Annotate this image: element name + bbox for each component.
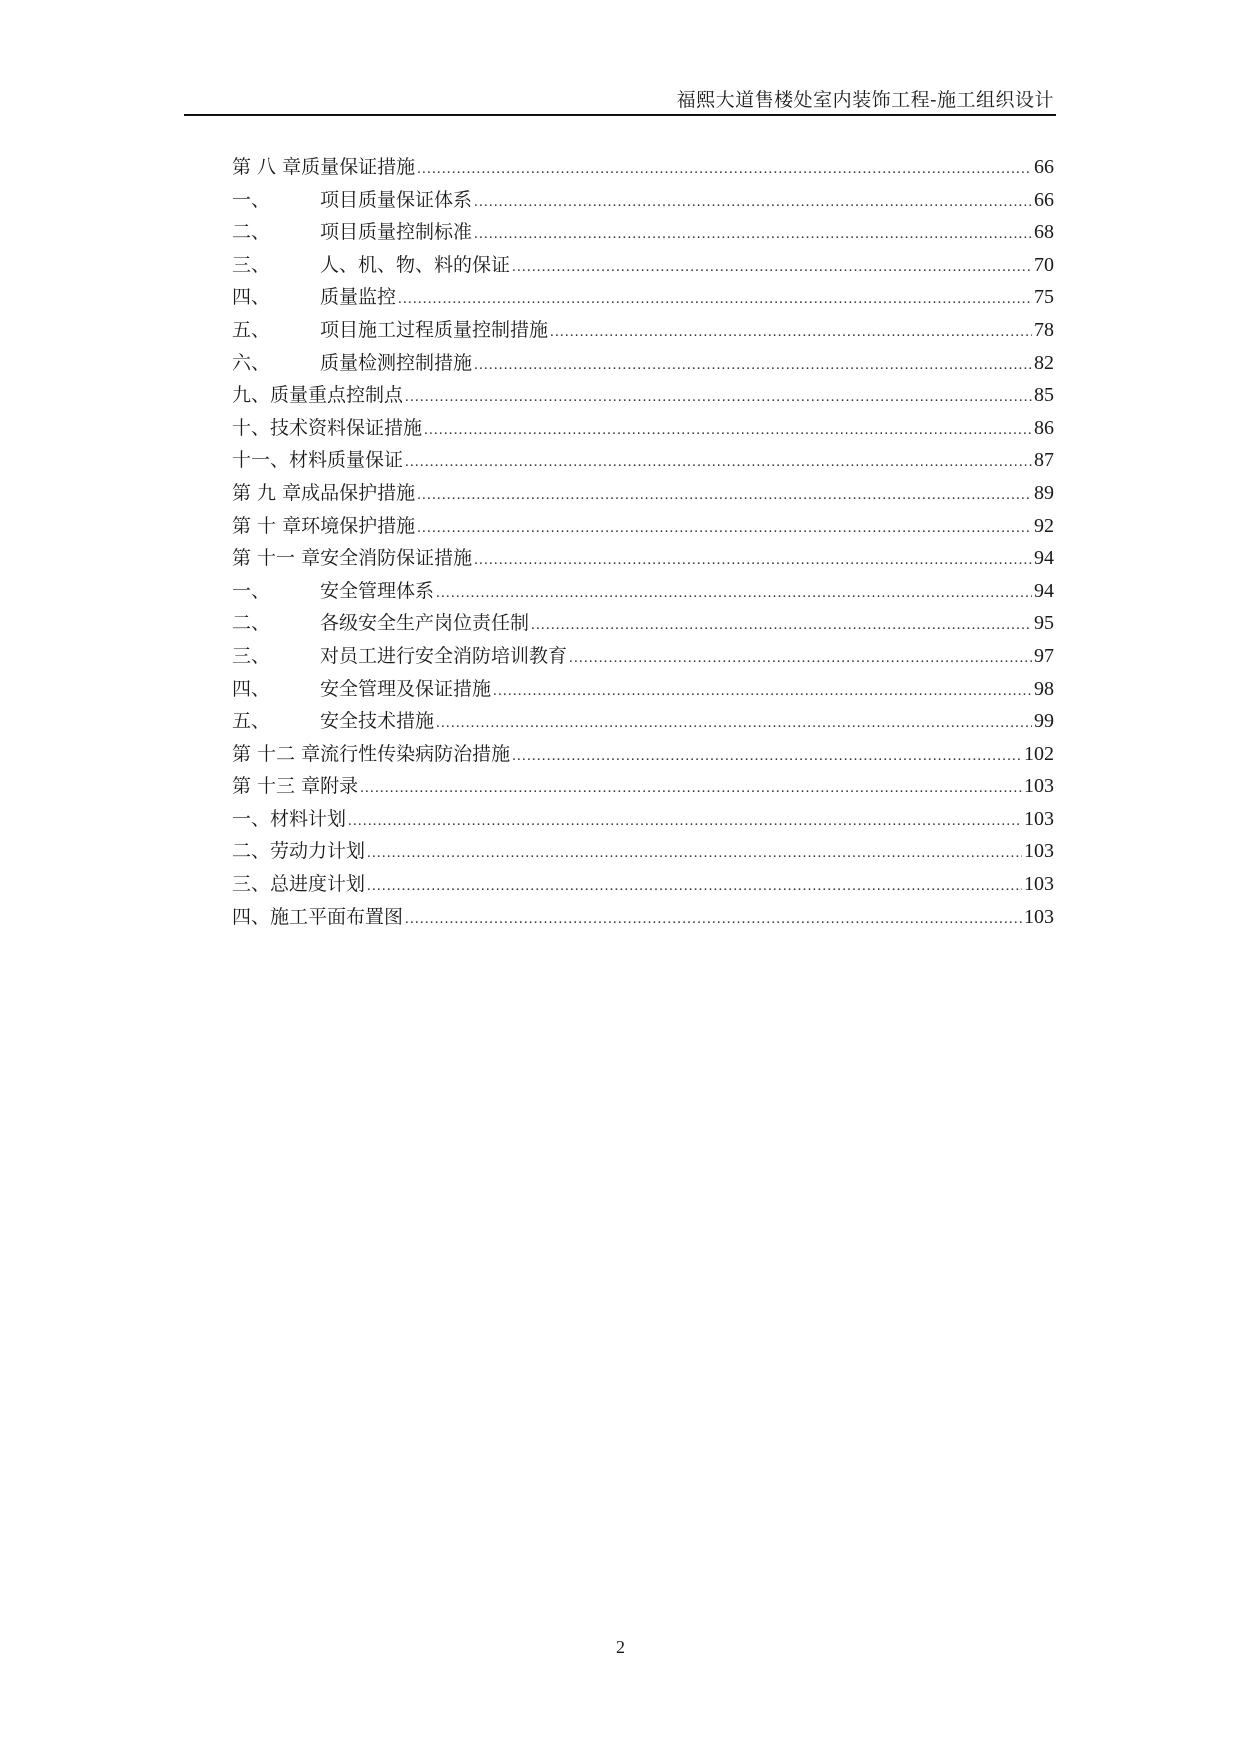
toc-entry-page: 75 [1034, 286, 1054, 309]
toc-entry-page: 103 [1024, 873, 1054, 896]
toc-entry-number: 九、 [232, 384, 271, 407]
toc-entry[interactable] [232, 412, 1054, 445]
toc-entry-number: 四、 [232, 905, 271, 928]
toc-entry[interactable] [232, 607, 1054, 640]
toc-entry-page: 86 [1034, 416, 1054, 439]
toc-dot-leader [493, 675, 1032, 708]
toc-dot-leader [417, 512, 1032, 545]
toc-entry-number: 一、 [232, 188, 271, 211]
toc-dot-leader [405, 446, 1032, 479]
toc-entry-number: 四、 [232, 677, 271, 700]
toc-entry-title: 劳动力计划 [270, 840, 366, 863]
toc-entry-title: 对员工进行安全消防培训教育 [320, 644, 568, 667]
toc-dot-leader [405, 381, 1032, 414]
running-header: 福熙大道售楼处室内装饰工程-施工组织设计 [676, 89, 1054, 111]
toc-entry-page: 68 [1034, 221, 1054, 244]
toc-entry[interactable] [232, 770, 1054, 803]
toc-entry[interactable] [232, 444, 1054, 477]
toc-entry-page: 103 [1024, 840, 1054, 863]
toc-entry-number: 一、 [232, 579, 271, 602]
toc-entry-title: 质量保证措施 [301, 156, 416, 178]
toc-entry-number: 第 十一 章 [232, 547, 321, 570]
toc-dot-leader [436, 577, 1032, 610]
toc-dot-leader [405, 903, 1022, 936]
toc-dot-leader [474, 349, 1032, 382]
toc-dot-leader [348, 805, 1022, 838]
toc-entry-title: 安全管理体系 [320, 579, 435, 602]
toc-entry-page: 94 [1034, 579, 1054, 602]
toc-entry[interactable] [232, 738, 1054, 771]
toc-entry[interactable] [232, 314, 1054, 347]
header-rule [184, 114, 1056, 116]
toc-entry-title: 材料质量保证 [289, 449, 404, 472]
toc-entry-title: 安全管理及保证措施 [320, 677, 492, 700]
toc-entry-page: 92 [1034, 514, 1054, 537]
toc-entry-number: 三、 [232, 253, 271, 276]
toc-entry-number: 二、 [232, 221, 271, 244]
toc-entry-page: 102 [1024, 742, 1054, 765]
toc-dot-leader [360, 772, 1022, 805]
toc-entry-page: 94 [1034, 547, 1054, 570]
toc-dot-leader [512, 740, 1022, 773]
toc-entry-number: 第 十三 章 [232, 775, 321, 798]
toc-entry-number: 二、 [232, 612, 271, 635]
toc-entry-page: 82 [1034, 351, 1054, 374]
toc-entry-title: 施工平面布置图 [270, 905, 404, 928]
toc-dot-leader [417, 153, 1032, 186]
toc-entry-number: 第 十 章 [232, 514, 302, 537]
toc-entry-title: 附录 [320, 775, 359, 798]
toc-dot-leader [531, 609, 1032, 642]
toc-entry[interactable] [232, 379, 1054, 412]
page-number: 2 [616, 1637, 625, 1657]
toc-dot-leader [474, 218, 1032, 251]
toc-entry-page: 89 [1034, 481, 1054, 504]
toc-entry[interactable] [232, 542, 1054, 575]
toc-entry-page: 98 [1034, 677, 1054, 700]
toc-entry[interactable] [232, 705, 1054, 738]
toc-dot-leader [569, 642, 1032, 675]
toc-entry-page: 66 [1034, 188, 1054, 211]
table-of-contents [232, 151, 1054, 933]
toc-entry-title: 项目质量保证体系 [320, 188, 473, 211]
toc-entry-title: 流行性传染病防治措施 [320, 742, 511, 765]
toc-entry-title: 总进度计划 [270, 873, 366, 896]
toc-entry-page: 78 [1034, 318, 1054, 341]
toc-entry-number: 第 九 章 [232, 481, 302, 504]
toc-entry[interactable] [232, 249, 1054, 282]
toc-entry-title: 成品保护措施 [301, 481, 416, 504]
toc-entry-title: 质量重点控制点 [270, 384, 404, 407]
toc-entry-number: 五、 [232, 710, 271, 733]
toc-dot-leader [424, 414, 1032, 447]
toc-entry-page: 97 [1034, 644, 1054, 667]
toc-entry-page: 95 [1034, 612, 1054, 635]
toc-entry-title: 质量监控 [320, 286, 397, 309]
toc-dot-leader [367, 837, 1022, 870]
toc-entry-page: 87 [1034, 449, 1054, 472]
toc-entry-title: 项目施工过程质量控制措施 [320, 318, 549, 341]
toc-dot-leader [474, 544, 1032, 577]
toc-entry-title: 人、机、物、料的保证 [320, 253, 511, 276]
toc-entry[interactable] [232, 281, 1054, 314]
toc-entry-title: 安全技术措施 [320, 710, 435, 733]
toc-entry[interactable] [232, 803, 1054, 836]
toc-entry[interactable] [232, 868, 1054, 901]
toc-entry-number: 十、 [232, 416, 271, 439]
toc-entry-page: 66 [1034, 156, 1054, 178]
toc-dot-leader [550, 316, 1032, 349]
toc-entry-number: 二、 [232, 840, 271, 863]
toc-entry-page: 103 [1024, 775, 1054, 798]
toc-entry[interactable] [232, 640, 1054, 673]
toc-entry-page: 103 [1024, 905, 1054, 928]
toc-entry[interactable] [232, 184, 1054, 217]
toc-entry[interactable] [232, 835, 1054, 868]
toc-entry-title: 项目质量控制标准 [320, 221, 473, 244]
toc-entry-title: 材料计划 [270, 807, 347, 830]
toc-entry-number: 一、 [232, 807, 271, 830]
toc-entry-page: 103 [1024, 807, 1054, 830]
toc-entry-number: 第 八 章 [232, 156, 302, 178]
toc-entry-number: 十一、 [232, 449, 290, 472]
toc-entry-number: 四、 [232, 286, 271, 309]
toc-entry-title: 安全消防保证措施 [320, 547, 473, 570]
toc-dot-leader [398, 283, 1032, 316]
toc-entry[interactable] [232, 477, 1054, 510]
toc-entry-number: 三、 [232, 644, 271, 667]
toc-entry-number: 三、 [232, 873, 271, 896]
toc-entry-number: 五、 [232, 318, 271, 341]
toc-entry-title: 各级安全生产岗位责任制 [320, 612, 530, 635]
toc-entry[interactable] [232, 575, 1054, 608]
toc-dot-leader [367, 870, 1022, 903]
toc-entry-page: 70 [1034, 253, 1054, 276]
toc-entry[interactable] [232, 901, 1054, 934]
toc-entry[interactable] [232, 510, 1054, 543]
toc-entry-title: 环境保护措施 [301, 514, 416, 537]
toc-dot-leader [436, 707, 1032, 740]
toc-entry[interactable] [232, 347, 1054, 380]
toc-entry-page: 99 [1034, 710, 1054, 733]
toc-entry[interactable] [232, 216, 1054, 249]
toc-entry-number: 六、 [232, 351, 271, 374]
toc-dot-leader [417, 479, 1032, 512]
toc-entry[interactable] [232, 151, 1054, 184]
toc-entry[interactable] [232, 673, 1054, 706]
toc-entry-title: 技术资料保证措施 [270, 416, 423, 439]
toc-dot-leader [474, 186, 1032, 219]
toc-entry-title: 质量检测控制措施 [320, 351, 473, 374]
toc-dot-leader [512, 251, 1032, 284]
toc-entry-page: 85 [1034, 384, 1054, 407]
toc-entry-number: 第 十二 章 [232, 742, 321, 765]
